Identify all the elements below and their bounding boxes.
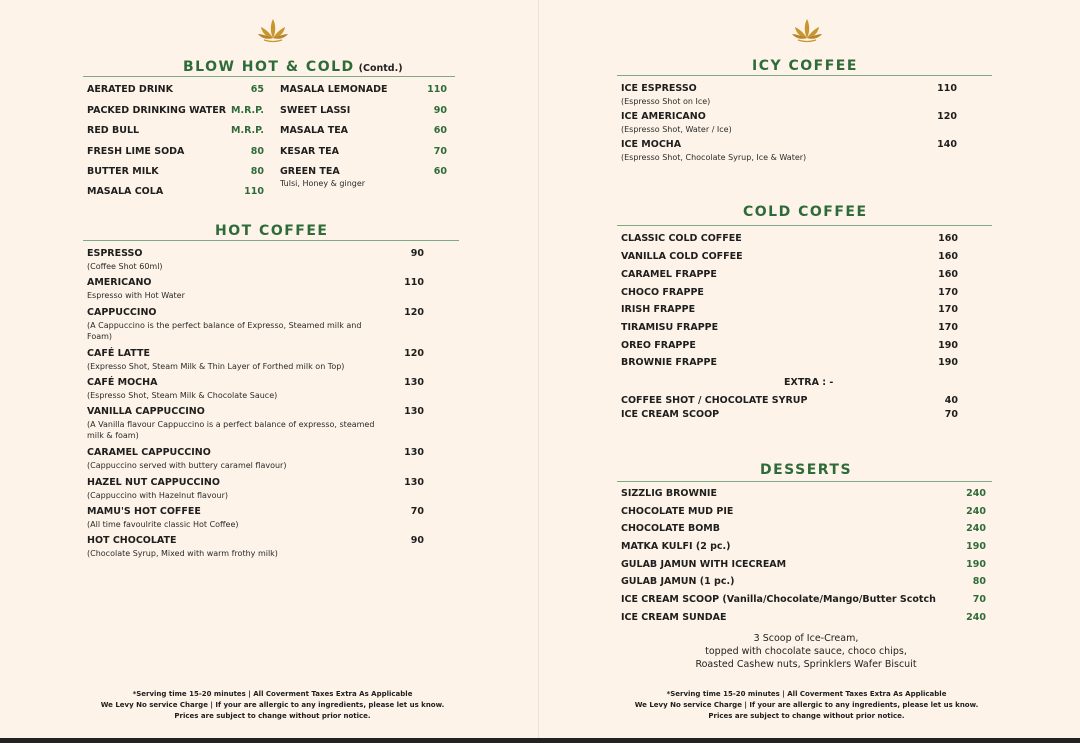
- menu-item-price: 240: [966, 506, 986, 517]
- cold-coffee-heading: COLD COFFEE: [743, 204, 868, 220]
- menu-item-price: 160: [938, 251, 958, 262]
- menu-item-name: MASALA COLA: [87, 186, 164, 197]
- menu-item-name: ICE MOCHA: [621, 139, 682, 150]
- menu-item-name: COFFEE SHOT / CHOCOLATE SYRUP: [621, 395, 808, 406]
- menu-item-price: 190: [966, 559, 986, 570]
- menu-item-price: M.R.P.: [231, 125, 264, 136]
- sundae-note-line: 3 Scoop of Ice-Cream,: [753, 633, 859, 644]
- menu-item-price: 160: [938, 269, 958, 280]
- menu-item-name: GULAB JAMUN (1 pc.): [621, 576, 735, 587]
- menu-item-name: GULAB JAMUN WITH ICECREAM: [621, 559, 787, 570]
- menu-item-name: MASALA TEA: [280, 125, 349, 136]
- menu-item-name: RED BULL: [87, 125, 140, 136]
- menu-item-price: 170: [938, 322, 958, 333]
- menu-item-description: (Espresso Shot, Water / Ice): [621, 125, 732, 134]
- menu-item-name: BUTTER MILK: [87, 166, 159, 177]
- menu-item-price: 70: [944, 409, 958, 420]
- menu-item-description: (Cappuccino served with buttery caramel flavour): [87, 461, 287, 470]
- lotus-icon: [257, 17, 289, 43]
- left-footer: [95, 689, 450, 722]
- footer-line: Prices are subject to change without prior notice.: [708, 712, 905, 720]
- icy-coffee-heading: ICY COFFEE: [752, 58, 858, 74]
- footer-line: *Serving time 15-20 minutes | All Coverment Taxes Extra As Applicable: [132, 690, 413, 698]
- menu-item-price: 90: [410, 248, 424, 259]
- menu-item-name: CAFÉ LATTE: [87, 348, 150, 359]
- menu-item-price: 190: [938, 357, 958, 368]
- menu-item-description: (Cappuccino with Hazelnut flavour): [87, 491, 229, 500]
- menu-item-price: 190: [966, 541, 986, 552]
- menu-item-name: ICE ESPRESSO: [621, 83, 697, 94]
- menu-item-name: HAZEL NUT CAPPUCCINO: [87, 477, 220, 488]
- menu-item-price: 90: [433, 105, 447, 116]
- menu-item-price: 130: [404, 447, 424, 458]
- menu-item-name: GREEN TEA: [280, 166, 340, 177]
- menu-item-name: ICE CREAM SCOOP (Vanilla/Chocolate/Mango/Butter Scotch: [621, 594, 936, 605]
- menu-item-price: 90: [410, 535, 424, 546]
- menu-item-price: 170: [938, 287, 958, 298]
- menu-item-name: MASALA LEMONADE: [280, 84, 388, 95]
- bottom-edge: [0, 738, 1080, 743]
- menu-item-price: 110: [937, 83, 957, 94]
- menu-item-price: 60: [433, 125, 447, 136]
- menu-item-name: SIZZLIG BROWNIE: [621, 488, 717, 499]
- sundae-note-line: topped with chocolate sauce, choco chips,: [705, 646, 907, 657]
- menu-item-name: CHOCO FRAPPE: [621, 287, 704, 298]
- menu-item-name: ICE CREAM SCOOP: [621, 409, 720, 420]
- menu-item-price: 120: [404, 348, 424, 359]
- menu-item-name: KESAR TEA: [280, 146, 339, 157]
- menu-item-name: CHOCOLATE MUD PIE: [621, 506, 734, 517]
- menu-item-description: (All time favoulrite classic Hot Coffee): [87, 520, 239, 529]
- menu-item-price: 170: [938, 304, 958, 315]
- menu-item-price: 130: [404, 477, 424, 488]
- menu-item-price: 70: [972, 594, 986, 605]
- menu-item-price: 160: [938, 233, 958, 244]
- menu-item-name: IRISH FRAPPE: [621, 304, 696, 315]
- menu-item-name: CHOCOLATE BOMB: [621, 523, 721, 534]
- menu-item-name: OREO FRAPPE: [621, 340, 696, 351]
- footer-line: Prices are subject to change without prior notice.: [174, 712, 371, 720]
- menu-item-name: HOT CHOCOLATE: [87, 535, 177, 546]
- menu-item-name: CLASSIC COLD COFFEE: [621, 233, 742, 244]
- footer-line: We Levy No service Charge | If your are allergic to any ingredients, please let us know.: [634, 701, 979, 709]
- menu-item-price: 130: [404, 406, 424, 417]
- menu-item-name: CARAMEL FRAPPE: [621, 269, 717, 280]
- menu-item-price: 120: [937, 111, 957, 122]
- menu-item-name: FRESH LIME SODA: [87, 146, 185, 157]
- sundae-note-line: Roasted Cashew nuts, Sprinklers Wafer Biscuit: [695, 659, 917, 670]
- lotus-icon: [791, 17, 823, 43]
- menu-item-price: 240: [966, 523, 986, 534]
- menu-item-name: MATKA KULFI (2 pc.): [621, 541, 731, 552]
- menu-item-name: AERATED DRINK: [87, 84, 173, 95]
- menu-item-name: CARAMEL CAPPUCCINO: [87, 447, 211, 458]
- menu-item-price: 80: [250, 146, 264, 157]
- menu-item-price: 120: [404, 307, 424, 318]
- menu-item-name: BROWNIE FRAPPE: [621, 357, 717, 368]
- menu-item-name: PACKED DRINKING WATER: [87, 105, 227, 116]
- heading-rule: [617, 75, 992, 76]
- footer-line: *Serving time 15-20 minutes | All Coverment Taxes Extra As Applicable: [666, 690, 947, 698]
- menu-item-name: VANILLA CAPPUCCINO: [87, 406, 205, 417]
- menu-item-price: M.R.P.: [231, 105, 264, 116]
- menu-item-description: (Expresso Shot, Steam Milk & Thin Layer of Forthed milk on Top): [87, 362, 345, 371]
- menu-item-description: (A Vanilla flavour Cappuccino is a perfect balance of expresso, steamed milk & foam): [87, 420, 375, 440]
- right-footer: [629, 689, 984, 722]
- menu-item-price: 70: [410, 506, 424, 517]
- menu-item-name: CAPPUCCINO: [87, 307, 157, 318]
- menu-item-price: 65: [250, 84, 264, 95]
- menu-item-description: (Espresso Shot, Chocolate Syrup, Ice & Water): [621, 153, 807, 162]
- menu-item-description: Espresso with Hot Water: [87, 291, 185, 300]
- menu-item-description: (Espresso Shot, Steam Milk & Chocolate Sauce): [87, 391, 278, 400]
- heading-rule: [617, 225, 992, 226]
- menu-item-name: AMERICANO: [87, 277, 152, 288]
- menu-item-price: 140: [937, 139, 957, 150]
- menu-item-name: VANILLA COLD COFFEE: [621, 251, 743, 262]
- menu-item-description: Tulsi, Honey & ginger: [280, 179, 366, 188]
- sundae-note: [666, 632, 946, 671]
- extra-label: EXTRA : -: [784, 377, 834, 388]
- footer-line: We Levy No service Charge | If your are allergic to any ingredients, please let us know.: [100, 701, 445, 709]
- heading-rule: [83, 76, 455, 77]
- desserts-heading: DESSERTS: [760, 462, 853, 478]
- menu-item-name: MAMU'S HOT COFFEE: [87, 506, 201, 517]
- menu-item-description: (A Cappuccino is the perfect balance of Expresso, Steamed milk and Foam): [87, 321, 362, 341]
- menu-item-description: (Coffee Shot 60ml): [87, 262, 163, 271]
- menu-item-price: 110: [244, 186, 264, 197]
- menu-item-price: 80: [250, 166, 264, 177]
- hot-coffee-heading: HOT COFFEE: [215, 223, 329, 239]
- menu-item-description: (Chocolate Syrup, Mixed with warm frothy milk): [87, 549, 278, 558]
- menu-item-price: 70: [433, 146, 447, 157]
- heading-rule: [617, 481, 992, 482]
- menu-item-price: 110: [404, 277, 424, 288]
- blow-hot-cold-heading: BLOW HOT & COLD (Contd.): [183, 59, 403, 75]
- menu-item-name: ICE AMERICANO: [621, 111, 706, 122]
- menu-item-name: ICE CREAM SUNDAE: [621, 612, 727, 623]
- heading-rule: [83, 240, 459, 241]
- menu-item-price: 190: [938, 340, 958, 351]
- menu-item-price: 60: [433, 166, 447, 177]
- menu-item-description: (Espresso Shot on Ice): [621, 97, 711, 106]
- menu-item-name: TIRAMISU FRAPPE: [621, 322, 719, 333]
- menu-item-price: 40: [944, 395, 958, 406]
- menu-item-price: 240: [966, 488, 986, 499]
- page-divider: [538, 0, 539, 738]
- menu-item-price: 240: [966, 612, 986, 623]
- menu-item-price: 110: [427, 84, 447, 95]
- menu-item-name: SWEET LASSI: [280, 105, 351, 116]
- menu-item-price: 130: [404, 377, 424, 388]
- menu-item-name: ESPRESSO: [87, 248, 143, 259]
- menu-item-price: 80: [972, 576, 986, 587]
- menu-item-name: CAFÉ MOCHA: [87, 377, 158, 388]
